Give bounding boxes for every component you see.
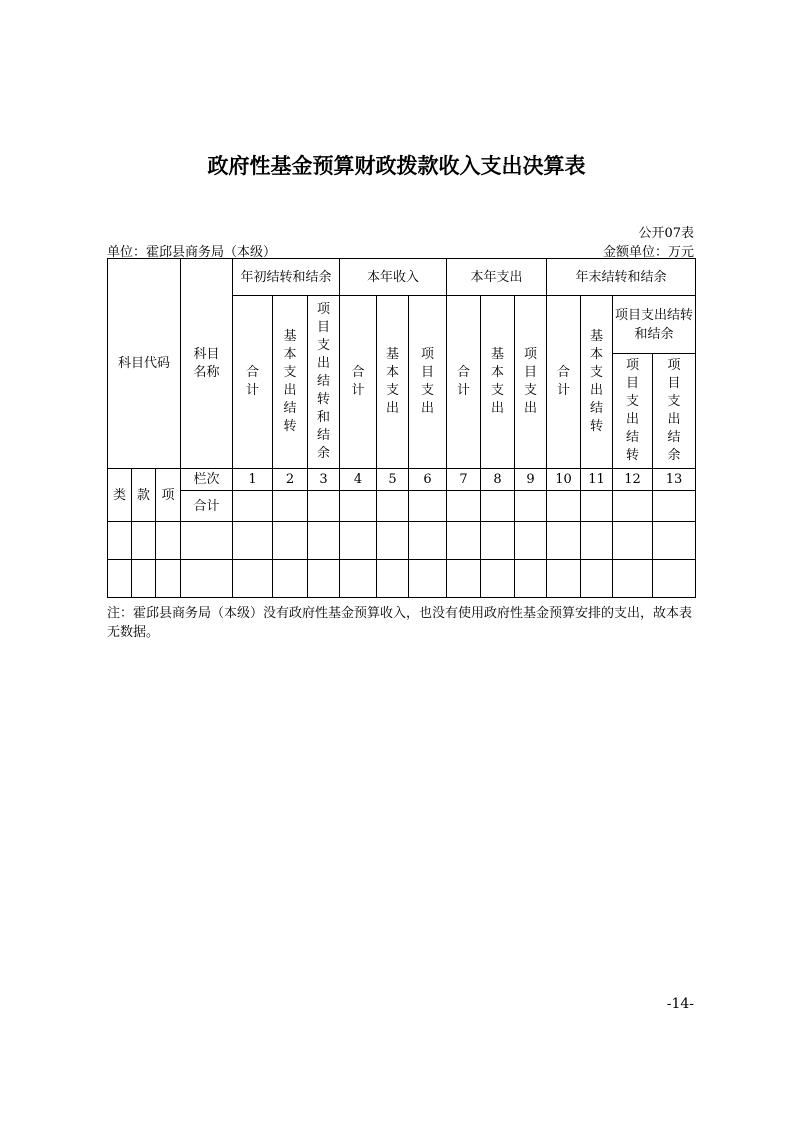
column-number: 13 (653, 469, 696, 491)
header-expense-project: 项目支出 (515, 296, 547, 469)
column-number: 5 (377, 469, 409, 491)
column-number: 10 (547, 469, 581, 491)
column-number: 8 (481, 469, 515, 491)
header-end-total: 合计 (547, 296, 581, 469)
header-class: 类 (108, 469, 132, 522)
header-start-project: 项目支出结转和结余 (308, 296, 340, 469)
page-number: -14- (666, 996, 694, 1012)
header-end-balance: 年末结转和结余 (547, 259, 696, 296)
table-row (108, 491, 696, 522)
header-end-project-balance: 项目支出结余 (653, 354, 696, 469)
column-number: 6 (409, 469, 447, 491)
amount-unit: 金额单位：万元 (602, 245, 694, 260)
column-number: 9 (515, 469, 547, 491)
header-income-total: 合计 (340, 296, 377, 469)
page-title: 政府性基金预算财政拨款收入支出决算表 (207, 154, 586, 178)
header-section: 款 (132, 469, 156, 522)
budget-table (107, 258, 696, 598)
table-note: 注：霍邱县商务局（本级）没有政府性基金预算收入，也没有使用政府性基金预算安排的支出，故本表无数据。 (107, 606, 693, 640)
header-expense: 本年支出 (447, 259, 547, 296)
header-income-basic: 基本支出 (377, 296, 409, 469)
header-end-basic: 基本支出结转 (581, 296, 613, 469)
column-number: 3 (308, 469, 340, 491)
header-end-project-carry: 项目支出结转 (613, 354, 653, 469)
header-start-total: 合计 (233, 296, 273, 469)
table-row (108, 522, 696, 560)
reporting-unit: 单位：霍邱县商务局（本级） (107, 245, 277, 260)
header-expense-basic: 基本支出 (481, 296, 515, 469)
column-number: 1 (233, 469, 273, 491)
header-start-balance: 年初结转和结余 (233, 259, 340, 296)
header-item: 项 (156, 469, 181, 522)
header-income-project: 项目支出 (409, 296, 447, 469)
column-number: 4 (340, 469, 377, 491)
table-row (108, 560, 696, 598)
column-number-label: 栏次 (181, 469, 233, 491)
header-start-basic: 基本支出结转 (273, 296, 308, 469)
column-number: 11 (581, 469, 613, 491)
form-number: 公开07表 (638, 226, 694, 241)
column-number: 12 (613, 469, 653, 491)
header-expense-total: 合计 (447, 296, 481, 469)
header-income: 本年收入 (340, 259, 447, 296)
header-subject-name: 科目名称 (181, 259, 233, 469)
header-subject-code: 科目代码 (108, 259, 181, 469)
column-number: 7 (447, 469, 481, 491)
column-number: 2 (273, 469, 308, 491)
sum-row-label: 合计 (181, 491, 233, 522)
header-end-project: 项目支出结转和结余 (613, 296, 696, 354)
